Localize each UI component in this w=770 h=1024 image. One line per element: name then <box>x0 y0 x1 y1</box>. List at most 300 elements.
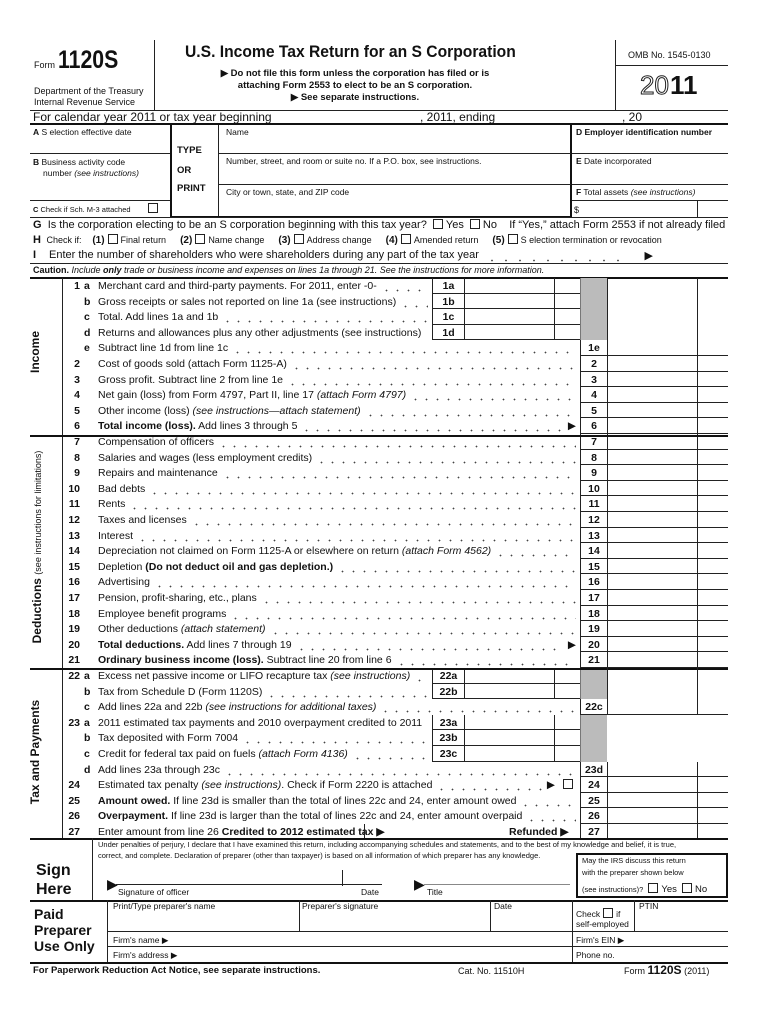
amount-input[interactable] <box>607 574 697 589</box>
line-description <box>98 810 576 823</box>
amount-input[interactable] <box>464 294 554 309</box>
cents-input[interactable] <box>697 340 728 355</box>
cents-input[interactable] <box>697 450 728 465</box>
h-option-checkbox[interactable] <box>108 234 118 244</box>
cents-input[interactable] <box>554 730 581 745</box>
line-description <box>98 498 576 511</box>
line-text: Total deductions. <box>98 638 185 651</box>
self-employed-check: Check if <box>576 909 621 919</box>
line-letter: b <box>84 295 91 308</box>
cents-input[interactable] <box>554 684 581 699</box>
line-18 <box>62 606 728 622</box>
arrow-icon: ▶ <box>567 638 576 651</box>
dot-leader <box>137 530 576 543</box>
cents-input[interactable] <box>554 668 581 683</box>
line-description <box>98 405 576 418</box>
dot-leader <box>396 654 576 667</box>
line-text: Taxes and licenses <box>98 514 187 526</box>
perjury-statement-2: correct, and complete. Declaration of preparer (other than taxpayer) is based on all information of which preparer has any knowledge. <box>98 851 541 860</box>
amount-input[interactable] <box>607 528 697 543</box>
amount-input[interactable] <box>464 684 554 699</box>
footer-form-id: Form 1120S (2011) <box>624 963 710 977</box>
amount-input[interactable] <box>607 637 697 652</box>
dot-leader <box>222 311 428 324</box>
amount-input[interactable] <box>464 309 554 324</box>
discuss-text: with the preparer shown below <box>582 868 684 877</box>
inner-line-label: 1d <box>442 326 455 339</box>
arrow-icon: ▶ <box>107 876 118 892</box>
dot-leader <box>266 686 428 699</box>
dot-leader <box>222 467 576 480</box>
line-10 <box>62 481 728 497</box>
amount-input[interactable] <box>464 746 554 761</box>
column-divider <box>697 606 698 637</box>
line-text: Employee benefit programs <box>98 607 227 620</box>
line-description <box>98 670 428 683</box>
dot-leader <box>526 810 576 823</box>
paid-label: Paid <box>34 906 64 922</box>
inner-line-label: 23c <box>439 748 458 760</box>
line-number: 23 <box>68 716 80 729</box>
line-description <box>98 280 428 293</box>
shaded-cell <box>580 325 607 341</box>
line-description <box>98 701 576 714</box>
arrow-icon: ▶ <box>567 420 576 433</box>
ptin-label: PTIN <box>639 901 659 911</box>
line-22c <box>62 699 728 715</box>
cents-input[interactable] <box>697 372 728 387</box>
amount-input[interactable] <box>607 403 697 418</box>
street-input[interactable] <box>219 166 570 184</box>
line-number: 7 <box>74 436 80 448</box>
line-number: 16 <box>68 576 80 589</box>
line-number: 2 <box>74 358 80 370</box>
dot-leader <box>270 623 576 636</box>
amount-input[interactable] <box>607 418 697 433</box>
line-number: 19 <box>68 623 80 636</box>
line-21 <box>62 652 728 668</box>
field-b-label: B Business activity code <box>33 157 126 167</box>
column-divider <box>697 278 698 340</box>
line-number: 26 <box>68 810 80 823</box>
cents-input[interactable] <box>697 621 728 636</box>
amount-input[interactable] <box>607 699 697 714</box>
amount-input[interactable] <box>607 356 697 371</box>
line-text: Total income (loss). <box>98 420 196 433</box>
line-description <box>98 732 428 745</box>
line-23c <box>62 746 728 762</box>
caution-note: Caution. Include only trade or business income and expenses on lines 1a through 21. See the instructions for more information. <box>33 265 545 275</box>
line-number: 3 <box>74 373 80 386</box>
cents-input[interactable] <box>697 777 728 792</box>
cents-input[interactable] <box>697 496 728 511</box>
cents-input[interactable] <box>697 590 728 605</box>
line-description <box>98 374 576 387</box>
cents-input[interactable] <box>554 309 581 324</box>
shaded-cell <box>580 730 607 746</box>
column-divider <box>607 606 608 637</box>
line-label: 6 <box>580 418 607 433</box>
dot-leader <box>154 576 576 589</box>
line-4 <box>62 387 728 403</box>
line-number: 5 <box>74 404 80 417</box>
perjury-statement: Under penalties of perjury, I declare that I have examined this return, including accompanying schedules and statements, and to the best of my knowledge and belief, it is true, <box>98 840 677 849</box>
line-2 <box>62 356 728 372</box>
cents-input[interactable] <box>697 465 728 480</box>
field-d-text: Employer identification number <box>584 127 713 137</box>
amount-input[interactable] <box>607 793 697 808</box>
tax-payments-section-label: Tax and Payments <box>28 699 42 805</box>
title-input[interactable] <box>424 870 570 885</box>
amount-input[interactable] <box>464 715 554 730</box>
line-number: 8 <box>74 451 80 464</box>
amount-input[interactable] <box>607 590 697 605</box>
firm-address-label: Firm's address ▶ <box>113 950 178 960</box>
line-text: Rents <box>98 498 126 511</box>
income-section-label: Income <box>28 331 42 374</box>
cents-input[interactable] <box>697 387 728 402</box>
line-text: Add lines 3 through 5 <box>195 420 298 433</box>
line-17 <box>62 590 728 606</box>
line-text: Bad debts <box>98 482 146 495</box>
preparer-signature-label: Preparer's signature <box>302 901 379 911</box>
cents-input[interactable] <box>697 652 728 667</box>
cents-input[interactable] <box>554 325 581 340</box>
amount-input[interactable] <box>607 762 697 777</box>
line-description <box>98 654 576 667</box>
use-only-label: Use Only <box>34 938 95 954</box>
line-number: 12 <box>68 514 80 526</box>
shaded-cell <box>580 715 607 731</box>
shaded-cell <box>580 294 607 310</box>
shaded-cell <box>580 278 607 294</box>
cents-input[interactable] <box>554 294 581 309</box>
sign-label: Sign <box>36 862 71 879</box>
line-label: 9 <box>580 465 607 480</box>
line-text: Gross profit. Subtract line 2 from line 1e <box>98 373 283 386</box>
line-number: 22 <box>68 670 80 682</box>
cents-input[interactable] <box>697 824 728 839</box>
calendar-year-label: For calendar year 2011 or tax year beginning <box>33 110 272 124</box>
dot-leader <box>291 358 576 371</box>
line-text: (see instructions for additional taxes) <box>205 701 377 714</box>
line-number: 17 <box>68 592 80 604</box>
agency-name: Internal Revenue Service <box>34 97 136 107</box>
line-label: 21 <box>580 652 607 667</box>
line-letter: c <box>84 748 90 760</box>
cents-input[interactable] <box>697 481 728 496</box>
field-c-label: C Check if Sch. M-3 attached <box>33 205 131 214</box>
here-label: Here <box>36 881 72 898</box>
dot-leader <box>380 701 576 714</box>
cents-input[interactable] <box>697 559 728 574</box>
line-description <box>98 436 576 449</box>
line-text: Interest <box>98 529 134 542</box>
irs-discuss-box <box>576 853 728 898</box>
line-description <box>98 420 576 433</box>
discuss-no-checkbox[interactable] <box>682 883 692 893</box>
h-option: (2) Name change <box>180 235 265 246</box>
amount-input[interactable] <box>607 652 697 667</box>
dot-leader <box>365 405 576 418</box>
line-19 <box>62 621 728 637</box>
line-20 <box>62 637 728 653</box>
amount-input[interactable] <box>464 278 554 293</box>
line-letter: a <box>84 670 90 682</box>
cents-input[interactable] <box>697 808 728 823</box>
line-label: 10 <box>580 481 607 496</box>
field-f-label: F Total assets (see instructions) <box>576 187 696 197</box>
amount-input[interactable] <box>607 621 697 636</box>
cents-input[interactable] <box>554 278 581 293</box>
h-option-checkbox[interactable] <box>195 234 205 244</box>
line-description <box>98 296 428 309</box>
line-description <box>98 795 576 808</box>
line-23b <box>62 730 728 746</box>
field-a-label: A S election effective date <box>33 127 132 137</box>
amount-input[interactable] <box>607 824 697 839</box>
inner-line-label: 23b <box>439 732 458 745</box>
line-label: 11 <box>580 496 607 511</box>
line-text: Ordinary business income (loss). <box>98 654 264 667</box>
line-text: Other deductions <box>98 623 181 636</box>
city-input[interactable] <box>219 197 570 215</box>
cents-input[interactable] <box>697 528 728 543</box>
street-field-label: Number, street, and room or suite no. If a P.O. box, see instructions. <box>226 156 482 166</box>
line-letter: a <box>84 716 90 729</box>
amount-input[interactable] <box>607 606 697 621</box>
firm-ein-label: Firm's EIN ▶ <box>576 935 625 945</box>
line-text: If line 23d is larger than the total of lines 22c and 24, enter amount overpaid <box>168 810 523 823</box>
dot-leader <box>436 779 543 792</box>
cents-input[interactable] <box>554 746 581 761</box>
line-label: 8 <box>580 450 607 465</box>
line-description <box>98 514 576 527</box>
line-label: 5 <box>580 403 607 418</box>
line-3 <box>62 372 728 388</box>
form-title: U.S. Income Tax Return for an S Corporation <box>185 42 516 61</box>
line-text: Net gain (loss) from Form 4797, Part II, line 17 <box>98 389 317 402</box>
amount-input[interactable] <box>464 730 554 745</box>
line-description <box>98 342 576 355</box>
inner-line-label: 1a <box>442 280 455 292</box>
h-option: (5) S election termination or revocation <box>492 235 662 246</box>
line-16 <box>62 574 728 590</box>
line-description <box>98 576 576 589</box>
line-text: Tax deposited with Form 7004 <box>98 732 239 745</box>
refunded-label: Refunded ▶ <box>509 826 569 838</box>
amount-input[interactable] <box>607 387 697 402</box>
h-option-checkbox[interactable] <box>508 234 518 244</box>
line-description <box>98 686 428 699</box>
dot-leader <box>242 732 428 745</box>
cents-input[interactable] <box>697 512 728 527</box>
line-text: 2011 estimated tax payments and 2010 overpayment credited to 2011 <box>98 716 423 729</box>
cents-input[interactable] <box>697 606 728 621</box>
discuss-text: May the IRS discuss this return <box>582 856 686 865</box>
amount-input[interactable] <box>607 808 697 823</box>
line-11 <box>62 496 728 512</box>
line-label: 1e <box>580 340 607 355</box>
field-e-label: E Date incorporated <box>576 156 652 166</box>
line-text: Pension, profit-sharing, etc., plans <box>98 592 257 604</box>
line-letter: b <box>84 732 91 745</box>
line-text: Other income (loss) <box>98 404 193 417</box>
cents-input[interactable] <box>554 715 581 730</box>
dot-leader <box>495 545 576 558</box>
shaded-cell <box>580 684 607 700</box>
amount-input[interactable] <box>607 465 697 480</box>
amount-input[interactable] <box>607 450 697 465</box>
preparer-date-label: Date <box>494 901 512 911</box>
g-no-checkbox[interactable] <box>470 219 480 229</box>
cents-input[interactable] <box>697 699 728 714</box>
signature-officer-label: Signature of officer <box>118 887 190 897</box>
line-text: Overpayment. <box>98 810 169 823</box>
cents-input[interactable] <box>697 574 728 589</box>
sch-m3-checkbox[interactable] <box>148 203 158 213</box>
amount-input[interactable] <box>464 668 554 683</box>
line-text: (see instructions—attach statement) <box>192 404 361 417</box>
city-field-label: City or town, state, and ZIP code <box>226 187 350 197</box>
amount-input[interactable] <box>464 325 554 340</box>
line-text: (attach Form 4562) <box>401 545 492 558</box>
preparer-name-label: Print/Type preparer's name <box>113 901 216 911</box>
dot-leader <box>218 436 576 449</box>
inner-line-label: 22b <box>439 685 458 698</box>
amount-input[interactable] <box>607 543 697 558</box>
line-description <box>98 561 576 574</box>
cents-input[interactable] <box>697 543 728 558</box>
line-description <box>98 483 576 496</box>
line-label: 13 <box>580 528 607 543</box>
dot-leader <box>129 498 576 511</box>
field-d-label: D Employer identification number <box>576 127 713 137</box>
line-description <box>98 311 428 324</box>
cents-input[interactable] <box>697 403 728 418</box>
line-text: Salaries and wages (less employment credits) <box>98 451 313 464</box>
amount-input[interactable] <box>607 481 697 496</box>
g-yes-checkbox[interactable] <box>433 219 443 229</box>
title-label: Title <box>427 887 443 897</box>
line-text: Compensation of officers <box>98 436 214 448</box>
arrow-icon: ▶ <box>644 250 653 262</box>
amount-input[interactable] <box>607 777 697 792</box>
deductions-section-label: Deductions (see instructions for limitations) <box>30 450 44 644</box>
line-label: 18 <box>580 606 607 621</box>
note-line: ▶ Do not file this form unless the corporation has filed or is <box>220 68 490 79</box>
dept-name: Department of the Treasury <box>34 86 144 96</box>
note-line: ▶ See separate instructions. <box>290 92 420 103</box>
credited-amount-input[interactable] <box>368 824 404 839</box>
line-number: 10 <box>68 482 80 495</box>
line-text: Excess net passive income or LIFO recapture tax <box>98 670 331 682</box>
line-24 <box>62 777 728 793</box>
line-description <box>98 608 576 621</box>
amount-input[interactable] <box>607 372 697 387</box>
column-divider <box>697 652 698 699</box>
amount-input[interactable] <box>607 559 697 574</box>
cents-input[interactable] <box>697 793 728 808</box>
shareholders-input[interactable] <box>653 249 723 262</box>
line-description <box>98 389 576 402</box>
shaded-cell <box>580 746 607 762</box>
calendar-end-year: , 20 <box>622 110 643 124</box>
line-text: Depletion <box>98 560 146 573</box>
amount-input[interactable] <box>607 496 697 511</box>
line-label: 16 <box>580 574 607 589</box>
line-number: 6 <box>74 420 80 433</box>
dot-leader <box>301 420 564 433</box>
note-line: attaching Form 2553 to elect to be an S corporation. <box>237 80 473 91</box>
line-text: (see instructions) <box>330 670 411 682</box>
line-label: 20 <box>580 637 607 652</box>
name-input[interactable] <box>219 136 570 152</box>
dot-leader <box>337 561 576 574</box>
line-1c <box>62 309 728 325</box>
line-text: (attach Form 4136) <box>258 748 348 760</box>
amount-input[interactable] <box>607 512 697 527</box>
line-number: 24 <box>68 779 80 792</box>
h-option-checkbox[interactable] <box>294 234 304 244</box>
discuss-yes-checkbox[interactable] <box>648 883 658 893</box>
line-label: 7 <box>580 434 607 449</box>
form-2220-checkbox[interactable] <box>563 779 573 789</box>
cents-input[interactable] <box>697 356 728 371</box>
cents-input[interactable] <box>697 762 728 777</box>
line-label: 22c <box>580 699 607 714</box>
line-text: (attach statement) <box>180 623 266 636</box>
cents-input[interactable] <box>697 418 728 433</box>
firm-name-label: Firm's name ▶ <box>113 935 169 945</box>
line-text: Advertising <box>98 576 150 589</box>
line-label: 26 <box>580 808 607 823</box>
inner-line-label: 22a <box>439 670 458 682</box>
line-number: 15 <box>68 560 80 573</box>
line-text: Total. Add lines 1a and 1b <box>98 311 219 324</box>
line-text: Tax from Schedule D (Form 1120S) <box>98 685 263 698</box>
line-number: 1 <box>74 280 80 292</box>
self-employed-checkbox[interactable] <box>603 908 613 918</box>
dot-leader <box>287 374 576 387</box>
inner-line-label: 1b <box>442 295 455 308</box>
dot-leader <box>316 452 576 465</box>
inner-line-label: 23a <box>439 716 458 729</box>
amount-input[interactable] <box>607 340 697 355</box>
field-b-label-2: number (see instructions) <box>43 168 139 178</box>
line-text: Returns and allowances plus any other adjustments (see instructions) <box>98 326 422 339</box>
column-divider <box>607 278 608 340</box>
line-description <box>98 545 576 558</box>
line-text: Amount owed. <box>98 794 171 807</box>
line-text: Merchant card and third-party payments. For 2011, enter -0- <box>98 280 377 292</box>
cents-input[interactable] <box>697 637 728 652</box>
line-1d <box>62 325 728 341</box>
line-text: . Check if Form 2220 is attached <box>281 779 433 792</box>
inner-line-label: 1c <box>442 311 455 324</box>
self-employed-label: self-employed <box>576 919 629 929</box>
line-26 <box>62 808 728 824</box>
line-text: Cost of goods sold (attach Form 1125-A) <box>98 358 287 370</box>
line-23d <box>62 762 728 778</box>
line-number: 25 <box>68 794 80 807</box>
line-description <box>98 748 428 761</box>
line-letter: d <box>84 763 91 776</box>
h-option-checkbox[interactable] <box>401 234 411 244</box>
line-letter: b <box>84 685 91 698</box>
line-label: 3 <box>580 372 607 387</box>
line-label: 4 <box>580 387 607 402</box>
